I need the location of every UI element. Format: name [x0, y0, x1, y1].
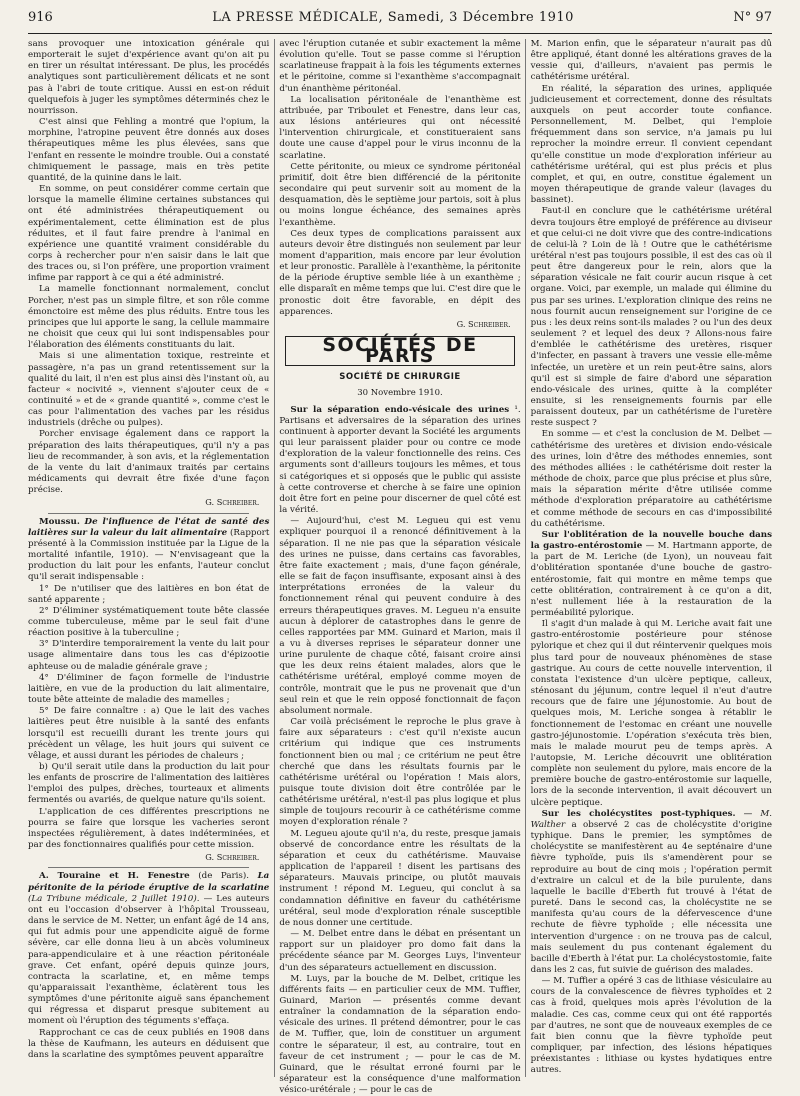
paragraph: M. Luys, par la bouche de M. Delbet, critique les différents faits — en particulier ceux de MM. Tuffier, Guinard, Marion — présentés comme devant entraîner la condamnation de la séparation endo-vésicale des urines. Il prétend démontrer, pour le cas de M. Tuffier, que, loin de constituer un argument contre le séparateur, il est, au contraire, tout en faveur de cet instrument ; — pour le cas de M. Guinard, que le résultat erroné fourni par le séparateur est la conséquence d'une malformation vésico-urétérale ; — pour le cas de [279, 973, 521, 1096]
signature: G. Schreiber. [205, 497, 260, 508]
signature: G. Schreiber. [205, 852, 260, 863]
list-item: 4° D'éliminer de façon formelle de l'industrie laitière, en vue de la production du lait alimentaire, toute bête atteinte de maladie des mamelles ; [28, 672, 270, 706]
header-rule [28, 33, 772, 34]
paragraph: — M. Tuffier a opéré 3 cas de lithiase vésiculaire au cours de la convalescence de fièvres typhoïdes et 2 cas à froid, quelques mois après l'évolution de la maladie. Ces cas, comme ceux qui ont été rapportés par d'autres, ne sont que de nouveaux exemples de ce fait bien connu que la fièvre typhoïde peut compliquer, par infection, des lésions hépatiques préexistantes : lithiase ou kystes hydatiques entre autres. [530, 976, 772, 1076]
paragraph: — Aujourd'hui, c'est M. Legueu qui est venu expliquer pourquoi il a renoncé définitivement à la séparation. Il ne nie pas que la séparation vésicale des urines ne puisse, dans certains cas favorables, être faite exactement ; mais, d'une façon générale, elle se fait de façon insuffisante, exposant ainsi à des interprétations erronées de la valeur du fonctionnement rénal qui peuvent conduire à des erreurs thérapeutiques graves. M. Legueu n'a ensuite aucun à déplorer de catastrophes dans le genre de celles rapportées par MM. Guinard et Marion, mais il a vu à diverses reprises le séparateur donner une urine purulente de chaque côté, faisant croire ainsi que les deux reins étaient malades, alors que le cathétérisme urétéral, employé comme moyen de contrôle, montrait que le pus ne provenait que d'un seul rein et que le rein opposé fonctionnait de façon absolument normale. [279, 516, 521, 716]
paragraph: M. Legueu ajoute qu'il n'a, du reste, presque jamais observé de concordance entre les résultats de la séparation et ceux du cathétérisme. Mauvaise application de l'appareil ! disent les partisans des séparateurs. Mauvais principe, ou plutôt mauvais instrument ! répond M. Legueu, qui conclut à sa condamnation définitive en faveur du cathétérisme urétéral, seul mode d'exploration rénale susceptible de nous donner une certitude. [279, 828, 521, 928]
article-separator [48, 867, 249, 868]
abstract-title: Sur l'oblitération de la nouvelle bouche dans la gastro-entérostomie [530, 529, 772, 552]
column-middle [279, 39, 521, 1096]
paragraph: En réalité, la séparation des urines, appliquée judicieusement et correctement, donne des résultats auxquels on peut accorder toute confiance. Personnellement, M. Delbet, qui l'emploie fréquemment dans son service, n'a jamais pu lui reprocher la moindre erreur. Il convient cependant qu'elle constitue un mode d'exploration inférieur au cathétérisme urétéral, qui est plus précis et plus complet, et qui, en outre, constitue également un moyen thérapeutique de grande valeur (lavages du bassinet). [530, 83, 772, 206]
abstract-author: — M. Walther [530, 808, 772, 830]
paragraph: En somme — et c'est la conclusion de M. Delbet — cathétérisme des uretères et division endo-vésicale des urines, loin d'être des méthodes ennemies, sont des méthodes alliées : le cathétérisme doit rester la méthode de choix, parce que plus précise et plus sûre, mais la séparation mérite d'être utilisée comme méthode d'exploration préparatoire au cathétérisme et comme méthode de secours en cas d'impossibilité du cathétérisme. [530, 429, 772, 529]
paragraph: Cette péritonite, ou mieux ce syndrome péritonéal primitif, doit être bien différencié de la péritonite secondaire qui peut survenir soit au moment de la desquamation, dès le septième jour partois, soit à plus ou moins longue échéance, des semaines après l'exanthème. [279, 161, 521, 228]
paragraph: En somme, on peut considérer comme certain que lorsque la mamelle élimine certaines substances qui ont été administrées thérapeutiquement ou expérimentalement, cette élimination est de plus réduites, et il faut faire prendre à l'animal en expérience une quantité vraiment considérable du corps à rechercher pour n'en saisir dans le lait que des traces ou, si l'on préfère, une proportion vraiment infime par rapport à ce qui a été administré. [28, 184, 270, 284]
paragraph: Faut-il en conclure que le cathétérisme urétéral devra toujours être employé de préférence au diviseur et que celui-ci ne doit vivre que des contre-indications de celui-là ? Loin de là ! Outre que le cathétérisme urétéral n'est pas toujours possible, il est des cas où il peut être dangereux pour le rein, alors que la séparation vésicale ne fait courir aucun risque à cet organe. Voici, par exemple, un malade qui élimine du pus par ses urines. L'exploration clinique des reins ne nous fournit aucun renseignement sur l'origine de ce pus : les deux reins sont-ils malades ? ou l'un des deux seulement ? et lequel des deux ? Allons-nous faire d'emblée le cathétérisme des uretères, risquer d'infecter, en passant à travers une vessie elle-même infectée, un uretère et un rein peut-être sains, alors qu'il est si simple de faire d'abord une séparation endo-vésicale des urines, quitte à la compléter ensuite, si les renseignements fournis par elle paraissent douteux, par un cathétérisme de l'uretère reste suspect ? [530, 206, 772, 429]
abstract-cholecystites [531, 809, 772, 976]
signature: G. Schreiber. [456, 318, 511, 329]
list-item: 3° D'interdire temporairement la vente du lait pour usage alimentaire dans tous les cas d'épizootie aphteuse ou de maladie générale grave ; [28, 639, 270, 672]
paragraph: La mamelle fonctionnant normalement, conclut Porcher, n'est pas un simple filtre, et son rôle comme émonctoire est même des plus réduits. Entre tous les principes que lui apporte le sang, la cellule mammaire ne choisit que ceux qui lui sont indispensables pour l'élaboration des éléments constituants du lait. [28, 284, 270, 351]
paragraph: Rapprochant ce cas de ceux publiés en 1908 dans la thèse de Kaufmann, les auteurs en déduisent que dans la scarlatine des symptômes peuvent apparaître [28, 1027, 270, 1060]
paragraph: C'est ainsi que Fehling a montré que l'opium, la morphine, l'atropine peuvent être donnés aux doses thérapeutiques même les plus élevées, sans que l'enfant en ressente le moindre trouble. Oui a constaté chimiquement le passage, mais en très petite quantité, de la quinine dans le lait. [28, 117, 270, 183]
abstract-source: (La Tribune médicale, 2 Juillet 1910). [28, 893, 200, 904]
section-title-box: SOCIÉTÉS DE PARIS [285, 336, 514, 366]
paragraph: avec l'éruption cutanée et subir exactement la même évolution qu'elle. Tout se passe comme si l'éruption scarlatineuse frappait à la fois les téguments externes et le péritoine, comme si l'exanthème s'accompagnait d'un énanthème péritonéal. [279, 39, 521, 94]
abstract-location: (de Paris). [198, 871, 250, 882]
abstract-title: Sur la séparation endo-vésicale des urines [290, 404, 510, 415]
abstract-body: a observé 2 cas de cholécystite d'origine typhique. Dans le premier, les symptômes de cholécystite se manifestèrent au 4e septénaire d'une fièvre typhoïde, puis ils s'amendèrent pour se reproduire au bout de cinq mois ; l'opération permit d'extraire un calcul et de la bile purulente, dans laquelle le bacille d'Eberth fut trouvé à l'état de pureté. Dans le second cas, la cholécystite ne se manifesta qu'au cours de la défervescence d'une rechute de fièvre typhoïde ; elle nécessita une intervention d'urgence : on ne trouva pas de calcul, mais seulement du pus contenant également du bacille d'Eberth à l'état pur. La cholécystostomie, faite dans les 2 cas, fut suivie de guérison des malades. [530, 819, 772, 975]
article-separator [48, 513, 249, 514]
abstract-moussu [28, 517, 269, 584]
paragraph: Car voilà précisément le reproche le plus grave à faire aux séparateurs : c'est qu'il n'existe aucun critérium qui indique que ces instruments fonctionnent bien ou mal ; ce critérium ne peut être cherché que dans les résultats fournis par le cathétérisme urétéral ou l'opération ! Mais alors, puisque toute division doit être contrôlée par le cathétérisme urétéral, n'est-il pas plus logique et plus simple de toujours recourir à ce cathétérisme comme moyen d'exploration rénale ? [279, 717, 521, 828]
paragraph: L'application de ces différentes prescriptions ne pourra se faire que lorsque les vacheries seront inspectées régulièrement, à dates indéterminées, et par des fonctionnaires qualifiés pour cette mission. [28, 806, 270, 851]
list-item: 1° De n'utiliser que des laitières en bon état de santé apparente ; [28, 583, 270, 605]
paragraph: Il s'agit d'un malade à qui M. Leriche avait fait une gastro-entérostomie postérieure pour sténose pylorique et chez qui il dut réintervenir quelques mois plus tard pour de nouveaux phénomènes de stase gastrique. Au cours de cette nouvelle intervention, il constata l'existence d'un ulcère peptique, calleux, sténosant du jéjunum, contre lequel il n'eut d'autre recours que de faire une jéjunostomie. Au bout de quelques mois, M. Leriche songea à rétablir le fonctionnement de l'estomac en créant une nouvelle gastro-jéjunostomie. L'opération s'exécuta très bien, mais le malade mourut peu de temps après. A l'autopsie, M. Leriche découvrit une oblitération complète non seulement du pylore, mais encore de la première bouche de gastro-entérostomie sur laquelle, lors de la seconde intervention, il avait découvert un ulcère peptique. [530, 619, 772, 808]
paragraph: Ces deux types de complications paraissent aux auteurs devoir être distingués non seulement par leur moment d'apparition, mais encore par leur évolution et leur pronostic. Parallèle à l'exanthème, la péritonite de la période éruptive semble liée à un exanthème ; elle disparaît en même temps que lui. C'est dire que le pronostic doit être favorable, en dépit des apparences. [279, 228, 521, 317]
abstract-separation [279, 405, 520, 517]
article-columns [28, 39, 772, 1096]
abstract-author: Moussu. [39, 516, 80, 527]
paragraph: — M. Delbet entre dans le débat en présentant un rapport sur un plaidoyer pro domo fait dans la précédente séance par M. Georges Luys, l'inventeur d'un des séparateurs actuellement en discussion. [279, 929, 521, 973]
list-item: b) Qu'il serait utile dans la production du lait pour les enfants de proscrire de l'alimentation des laitières l'emploi des pulpes, drèches, tourteaux et aliments fermentés ou avariés, de quelque nature qu'ils soient. [28, 762, 270, 806]
list-item: 2° D'éliminer systématiquement toute bête classée comme tuberculeuse, même par le seul fait d'une réaction positive à la tuberculine ; [28, 605, 270, 639]
abstract-title: La péritonite de la période éruptive de la scarlatine [28, 871, 270, 893]
paragraph: La localisation péritonéale de l'enanthème est attribuée, par Triboulet et Fenestre, dans leur cas, aux lésions antérieures qui ont nécessité l'intervention chirurgicale, et constitueraient sans doute une cause d'appel pour le virus inconnu de la scarlatine. [279, 94, 521, 161]
page-number: 916 [28, 10, 53, 25]
abstract-touraine [28, 871, 269, 1027]
column-right [531, 39, 772, 1077]
abstract-body: — M. Hartmann apporte, de la part de M. Leriche (de Lyon), un nouveau fait d'oblitération spontanée d'une bouche de gastro-entérostomie, fait qui montre en même temps que cette oblitération, contrairement à ce qu'on a dit, n'est nullement liée à la restauration de la perméabilité pylorique. [530, 541, 772, 618]
paragraph: sans provoquer une intoxication générale qui emporterait le sujet d'expérience avant qu'on ait pu en tirer un résultat intéressant. De plus, les procédés analytiques sont particulièrement délicats et ne sont pas à l'abri de toute critique. Aussi en est-on réduit quelquefois à juger les symptômes déterminés chez le nourrisson. [28, 39, 270, 116]
journal-title: LA PRESSE MÉDICALE, Samedi, 3 Décembre 1910 [212, 10, 574, 25]
paragraph: Mais si une alimentation toxique, restreinte et passagère, n'a pas un grand retentissement sur la qualité du lait, il n'en est plus ainsi dès l'instant où, au facteur « nocivité », viennent s'ajouter ceux de « continuité » et de « grande quantité », comme c'est le cas pour l'alimentation des vaches par les résidus industriels (drêche ou pulpes). [28, 351, 270, 429]
abstract-body: — Les auteurs ont eu l'occasion d'observer à l'hôpital Trousseau, dans le service de M. Netter, un enfant âgé de 14 ans, qui fut admis pour une appendicite aiguë de forme sévère, car elle donna lieu à un abcès volumineux para-appendiculaire et à une réaction péritonéale grave. Cet enfant, opéré depuis quinze jours, contracta la scarlatine, et, en même temps qu'apparaissait l'exanthème, éclatèrent tous les symptômes d'une péritonite aiguë sans épanchement qui régressa et disparut presque subitement au moment où l'éruption des téguments s'effaça. [28, 893, 270, 1027]
abstract-intro: (Rapport présenté à la Commission instituée par la Ligue de la mortalité infantile, 1910). — N'envisageant que la production du lait pour les enfants, l'auteur conclut qu'il serait indispensable : [28, 527, 270, 583]
footnote-marker: ¹. [514, 404, 521, 415]
page-header [28, 10, 772, 28]
list-item: 5° De faire connaître : a) Que le lait des vaches laitières peut être nuisible à la santé des enfants lorsqu'il est recueilli durant les trente jours qui précèdent un vêlage, les huit jours qui suivent ce vêlage, et aussi durant les périodes de chaleurs ; [28, 706, 270, 761]
abstract-title: Sur les cholécystites post-typhiques. [541, 808, 736, 819]
issue-number: N° 97 [733, 10, 772, 25]
abstract-body: Partisans et adversaires de la séparation des urines continuent à apporter devant la Société les arguments qui leur paraissent plaider pour ou contre ce mode d'exploration de la valeur fonctionnelle des reins. Ces arguments sont d'ailleurs toujours les mêmes, et tous si catégoriques et si opposés que le public qui assiste à cette controverse et cherche à se faire une opinion doit être fort en peine pour discerner de quel côté est la vérité. [279, 415, 521, 516]
abstract-oblitération [531, 530, 772, 619]
abstract-author: A. Touraine et H. Fenestre [39, 871, 190, 882]
paragraph: Porcher envisage également dans ce rapport la préparation des laits thérapeutiques, qu'il n'y a pas lieu de recommander, à son avis, et la réglementation de la vente du lait d'animaux traités par certains médicaments qui devrait être fixée d'une façon précise. [28, 429, 270, 496]
session-date: 30 Novembre 1910. [357, 387, 443, 398]
column-left [28, 39, 269, 1077]
paragraph: M. Marion enfin, que le séparateur n'aurait pas dû être appliqué, étant donné les altérations graves de la vessie qui, d'ailleurs, n'avaient pas permis le cathétérisme urétéral. [530, 39, 772, 83]
society-heading: SOCIÉTÉ DE CHIRURGIE [339, 372, 461, 383]
abstract-title: De l'influence de l'état de santé des laitières sur la valeur du lait alimentaire [28, 516, 270, 538]
